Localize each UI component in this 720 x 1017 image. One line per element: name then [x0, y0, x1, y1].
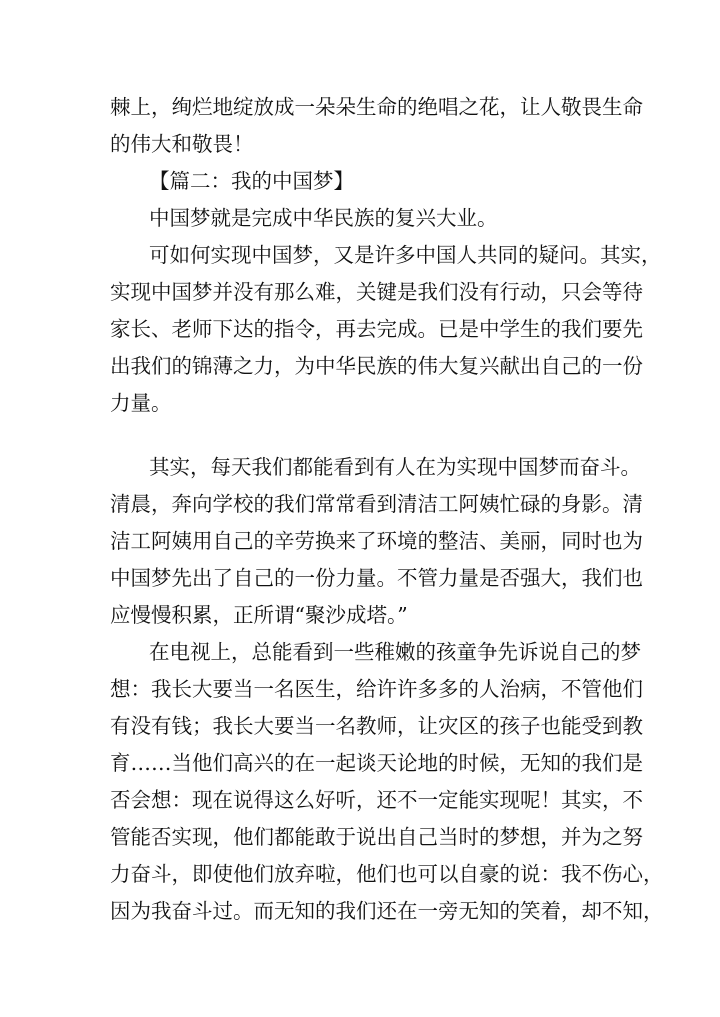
text-line: 清晨，奔向学校的我们常常看到清洁工阿姨忙碌的身影。清: [110, 492, 643, 516]
text-line: 育……当他们高兴的在一起谈天论地的时候，无知的我们是: [110, 751, 643, 775]
text-line: 否会想：现在说得这么好听，还不一定能实现呢！其实，不: [110, 788, 643, 812]
text-line: 棘上，绚烂地绽放成一朵朵生命的绝唱之花，让人敬畏生命: [110, 95, 643, 119]
text-line: 力量。: [110, 391, 172, 415]
text-line: 实现中国梦并没有那么难，关键是我们没有行动，只会等待: [110, 280, 643, 304]
text-line: 的伟大和敬畏！: [110, 132, 254, 156]
text-line: 有没有钱；我长大要当一名教师，让灾区的孩子也能受到教: [110, 714, 643, 738]
text-line: 出我们的锦薄之力，为中华民族的伟大复兴献出自己的一份: [110, 354, 643, 378]
text-line: 家长、老师下达的指令，再去完成。已是中学生的我们要先: [110, 317, 643, 341]
text-line: 其实，每天我们都能看到有人在为实现中国梦而奋斗。: [149, 455, 641, 479]
text-line: 应慢慢积累，正所谓“聚沙成塔。”: [110, 603, 408, 627]
text-line: 中国梦就是完成中华民族的复兴大业。: [149, 206, 498, 230]
text-line: 力奋斗，即使他们放弃啦，他们也可以自豪的说：我不伤心，: [110, 862, 664, 886]
text-line: 想：我长大要当一名医生，给许许多多的人治病，不管他们: [110, 677, 643, 701]
section-heading: 【篇二：我的中国梦】: [149, 169, 354, 193]
text-line: 洁工阿姨用自己的辛劳换来了环境的整洁、美丽，同时也为: [110, 529, 643, 553]
text-line: 可如何实现中国梦，又是许多中国人共同的疑问。其实，: [149, 243, 662, 267]
text-line: 中国梦先出了自己的一份力量。不管力量是否强大，我们也: [110, 566, 643, 590]
text-line: 在电视上，总能看到一些稚嫩的孩童争先诉说自己的梦: [149, 640, 641, 664]
text-line: 管能否实现，他们都能敢于说出自己当时的梦想，并为之努: [110, 825, 643, 849]
text-line: 因为我奋斗过。而无知的我们还在一旁无知的笑着，却不知，: [110, 899, 664, 923]
